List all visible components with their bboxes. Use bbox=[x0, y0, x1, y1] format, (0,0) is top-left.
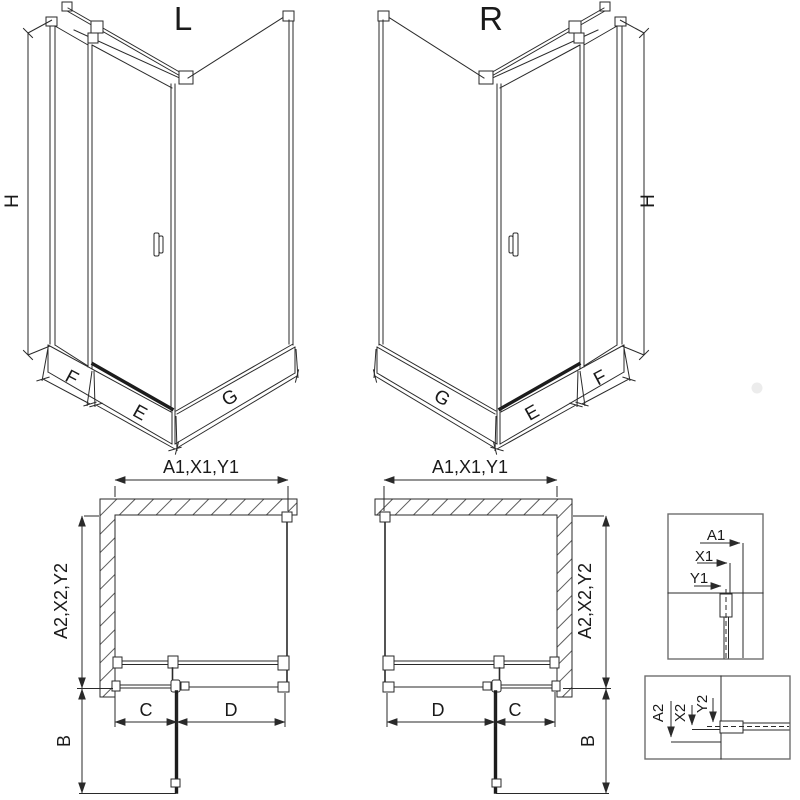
dim-label-return-right: G bbox=[430, 385, 454, 412]
detail-label-a2: A2 bbox=[650, 703, 667, 723]
door-projection-label-left: B bbox=[54, 734, 74, 748]
detail-label-x1: X1 bbox=[694, 548, 714, 565]
plan-right-walls bbox=[375, 499, 572, 697]
detail-box-top bbox=[668, 514, 763, 659]
detail-label-y2: Y2 bbox=[694, 694, 711, 714]
plan-left-structure bbox=[112, 512, 292, 792]
plan-depth-label-right: A2,X2,Y2 bbox=[575, 562, 595, 640]
variant-title-left: L bbox=[173, 0, 193, 37]
fixed-segment-label-left: C bbox=[139, 700, 153, 720]
door-handle bbox=[154, 233, 159, 256]
door-segment-label-left: D bbox=[224, 700, 238, 720]
bar-tee-clamp bbox=[168, 656, 178, 668]
door-hinge bbox=[171, 680, 180, 692]
corner-cap bbox=[179, 71, 193, 84]
bar-panel-fitting bbox=[278, 656, 289, 670]
panel-top-fitting bbox=[282, 512, 292, 522]
dim-label-side-right: F bbox=[590, 366, 611, 391]
bar-wall-fitting bbox=[113, 657, 122, 668]
dim-label-front-left: E bbox=[129, 400, 151, 426]
detail-label-y1: Y1 bbox=[689, 570, 709, 587]
dim-label-front-right: E bbox=[521, 400, 543, 426]
variant-title-right: R bbox=[479, 0, 503, 37]
detail-label-x2: X2 bbox=[672, 703, 689, 723]
fixed-panel-wall-profile bbox=[112, 681, 120, 691]
hinge-bracket bbox=[181, 682, 189, 690]
panel-clamp bbox=[88, 33, 98, 43]
dim-label-height-left: H bbox=[2, 194, 23, 208]
watermark-dot bbox=[752, 383, 763, 394]
plan-right-structure bbox=[380, 512, 560, 792]
door-corner-fitting bbox=[278, 682, 289, 692]
fixed-segment-label-right: C bbox=[508, 700, 522, 720]
iso-left-labels bbox=[2, 0, 242, 425]
door-handle-grip bbox=[159, 236, 163, 253]
plan-depth-label-left: A2,X2,Y2 bbox=[51, 562, 71, 640]
bar-clamp bbox=[91, 21, 103, 33]
door-segment-label-right: D bbox=[431, 700, 445, 720]
plan-left-walls bbox=[100, 499, 297, 697]
dim-label-return-left: G bbox=[218, 385, 242, 412]
dim-label-height-right: H bbox=[638, 194, 659, 208]
open-door-handle bbox=[171, 779, 180, 787]
door-bottom-rail bbox=[93, 364, 172, 409]
iso-right-structure bbox=[369, 2, 649, 455]
detail-box-bottom bbox=[645, 676, 790, 759]
plan-width-label-right: A1,X1,Y1 bbox=[431, 457, 509, 477]
detail-label-a1: A1 bbox=[706, 527, 726, 544]
door-projection-label-right: B bbox=[578, 734, 598, 748]
iso-left-structure bbox=[24, 2, 304, 455]
dim-label-side-left: F bbox=[61, 366, 82, 391]
wall-profile-cap bbox=[46, 17, 57, 26]
plan-width-label-left: A1,X1,Y1 bbox=[162, 457, 240, 477]
